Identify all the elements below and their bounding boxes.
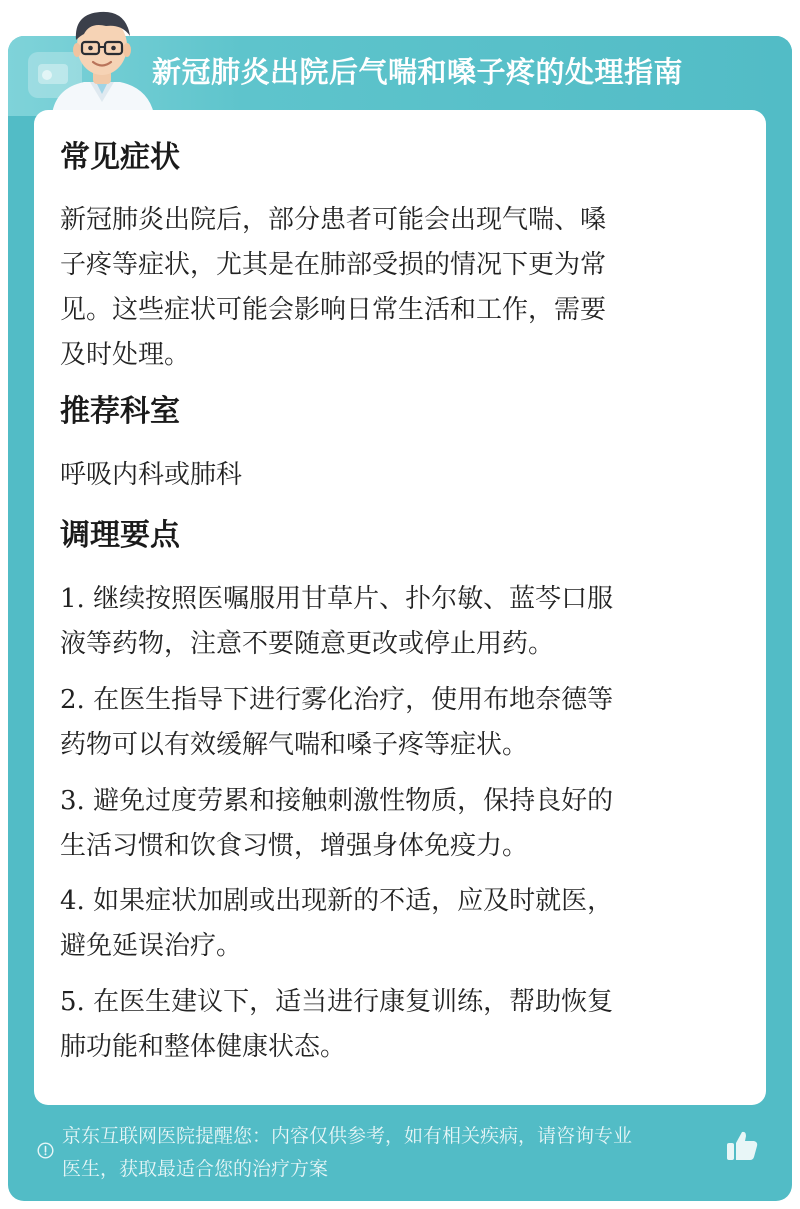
footer-line: 医生，获取最适合您的治疗方案 <box>62 1158 329 1180</box>
footer-disclaimer <box>62 1120 727 1186</box>
footer-line: 京东互联网医院提醒您：内容仅供参考，如有相关疾病，请咨询专业 <box>62 1125 633 1147</box>
section-title-care: 调理要点 <box>60 518 180 553</box>
list-number: 3. <box>60 786 85 816</box>
care-list-item-1 <box>60 577 732 667</box>
care-list-item-5 <box>60 980 732 1070</box>
list-text: 液等药物，注意不要随意更改或停止用药。 <box>60 629 555 659</box>
list-text: 避免延误治疗。 <box>60 931 243 961</box>
department-text: 呼吸内科或肺科 <box>60 460 243 490</box>
list-number: 5. <box>60 987 85 1017</box>
list-number: 2. <box>60 685 85 715</box>
care-list-item-4 <box>60 879 732 969</box>
list-text: 药物可以有效缓解气喘和嗓子疼等症状。 <box>60 730 529 760</box>
list-text: 生活习惯和饮食习惯，增强身体免疫力。 <box>60 831 529 861</box>
doctor-avatar <box>44 6 160 114</box>
list-number: 1. <box>60 584 85 614</box>
paragraph-line: 及时处理。 <box>60 340 191 370</box>
info-icon <box>37 1142 54 1159</box>
list-text: 肺功能和整体健康状态。 <box>60 1032 347 1062</box>
section-title-symptoms: 常见症状 <box>60 140 180 175</box>
thumbs-up-icon[interactable] <box>724 1128 760 1164</box>
paragraph-line: 子疼等症状，尤其是在肺部受损的情况下更为常 <box>60 250 607 280</box>
paragraph-line: 新冠肺炎出院后，部分患者可能会出现气喘、嗓 <box>60 205 607 235</box>
list-number: 4. <box>60 886 85 916</box>
list-text: 继续按照医嘱服用甘草片、扑尔敏、蓝芩口服 <box>93 584 614 614</box>
paragraph-line: 见。这些症状可能会影响日常生活和工作，需要 <box>60 295 607 325</box>
care-list-item-2 <box>60 678 732 768</box>
list-text: 避免过度劳累和接触刺激性物质，保持良好的 <box>93 786 614 816</box>
care-list-item-3 <box>60 779 732 869</box>
list-text: 在医生指导下进行雾化治疗，使用布地奈德等 <box>93 685 614 715</box>
list-text: 如果症状加剧或出现新的不适，应及时就医， <box>93 886 614 916</box>
list-text: 在医生建议下，适当进行康复训练，帮助恢复 <box>93 987 614 1017</box>
section-title-department: 推荐科室 <box>60 394 180 429</box>
symptoms-paragraph <box>60 198 732 378</box>
page-title: 新冠肺炎出院后气喘和嗓子疼的处理指南 <box>152 55 684 89</box>
